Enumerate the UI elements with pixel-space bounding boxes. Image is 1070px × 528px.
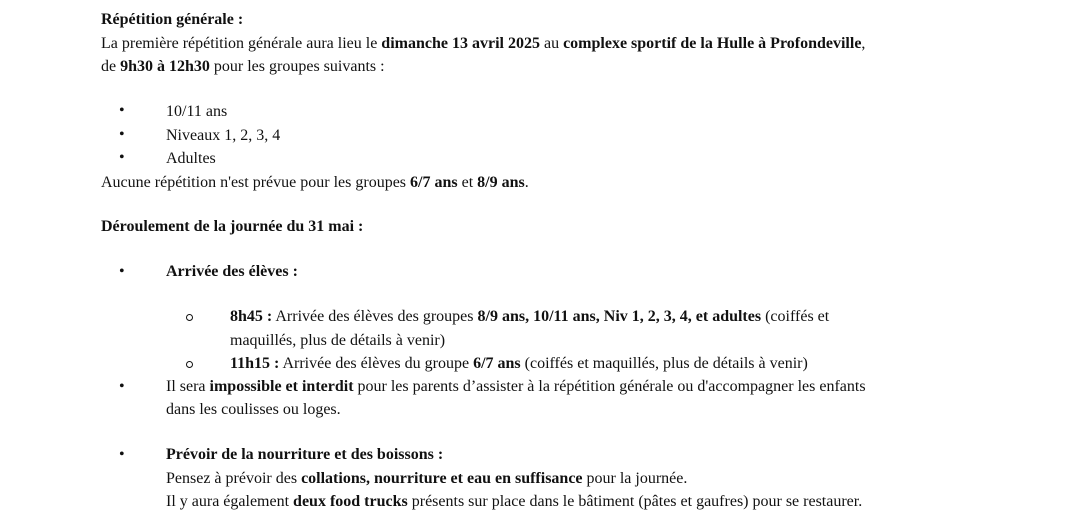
bullet-icon: • <box>119 102 125 119</box>
date-text: dimanche 13 avril 2025 <box>381 35 540 52</box>
text: . <box>524 174 529 191</box>
text: présents sur place dans le bâtiment (pâtes et gaufres) pour se restaurer. <box>407 493 863 510</box>
bullet-icon: • <box>119 378 125 395</box>
text: (coiffés et <box>761 308 830 325</box>
circle-bullet-icon <box>186 361 193 368</box>
intro-paragraph-line-2 <box>101 57 385 77</box>
time-text: 9h30 à 12h30 <box>120 58 210 75</box>
arrival-item-1-line-1 <box>230 307 829 327</box>
bullet-icon: • <box>119 126 125 143</box>
group-text: 6/7 ans <box>473 355 521 372</box>
parents-note-line-1 <box>166 377 866 397</box>
groups-text: 8/9 ans, 10/11 ans, Niv 1, 2, 3, 4, et adultes <box>477 308 762 325</box>
arrival-item-2 <box>230 354 808 374</box>
place-text: complexe sportif de la Hulle à Profondeville <box>563 35 862 52</box>
arrival-item-1-line-2: maquillés, plus de détails à venir) <box>230 332 446 349</box>
heading-text: Répétition générale : <box>101 11 244 28</box>
text: La première répétition générale aura lieu le <box>101 35 382 52</box>
text: Pensez à prévoir des <box>166 470 302 487</box>
bullet-icon: • <box>119 149 125 166</box>
intro-paragraph-line-1 <box>101 34 865 54</box>
circle-bullet-icon <box>186 314 193 321</box>
no-rehearsal-note <box>101 173 529 193</box>
text: Arrivée des élèves des groupes <box>272 308 478 325</box>
time-text: 8h45 : <box>230 308 273 325</box>
bullet-icon: • <box>119 263 125 280</box>
arrival-heading <box>166 262 298 282</box>
emphasis-text: impossible et interdit <box>209 378 354 395</box>
section-heading-repetition <box>101 10 243 30</box>
text: pour les parents d’assister à la répétition générale ou d'accompagner les enfants <box>353 378 866 395</box>
text: Il sera <box>166 378 210 395</box>
parents-note-line-2: dans les coulisses ou loges. <box>166 401 341 418</box>
section-heading-day <box>101 217 363 237</box>
emphasis-text: deux food trucks <box>293 493 408 510</box>
text: , <box>861 35 866 52</box>
time-text: 11h15 : <box>230 355 280 372</box>
text: au <box>539 35 564 52</box>
group-list-item: Adultes <box>166 150 216 167</box>
heading-text: Prévoir de la nourriture et des boissons : <box>166 446 444 463</box>
heading-text: Arrivée des élèves : <box>166 263 298 280</box>
text: et <box>457 174 478 191</box>
text: de <box>101 58 121 75</box>
text: Il y aura également <box>166 493 294 510</box>
food-heading <box>166 445 443 465</box>
food-note-line-1 <box>166 469 687 489</box>
text: pour les groupes suivants : <box>209 58 385 75</box>
text: Arrivée des élèves du groupe <box>279 355 474 372</box>
emphasis-text: collations, nourriture et eau en suffisance <box>301 470 583 487</box>
group-text: 8/9 ans <box>477 174 525 191</box>
text: (coiffés et maquillés, plus de détails à venir) <box>520 355 808 372</box>
group-list-item: 10/11 ans <box>166 103 228 120</box>
heading-text: Déroulement de la journée du 31 mai : <box>101 218 364 235</box>
text: pour la journée. <box>582 470 688 487</box>
group-list-item: Niveaux 1, 2, 3, 4 <box>166 127 281 144</box>
bullet-icon: • <box>119 446 125 463</box>
group-text: 6/7 ans <box>410 174 458 191</box>
text: Aucune répétition n'est prévue pour les groupes <box>101 174 411 191</box>
food-note-line-2 <box>166 492 862 512</box>
